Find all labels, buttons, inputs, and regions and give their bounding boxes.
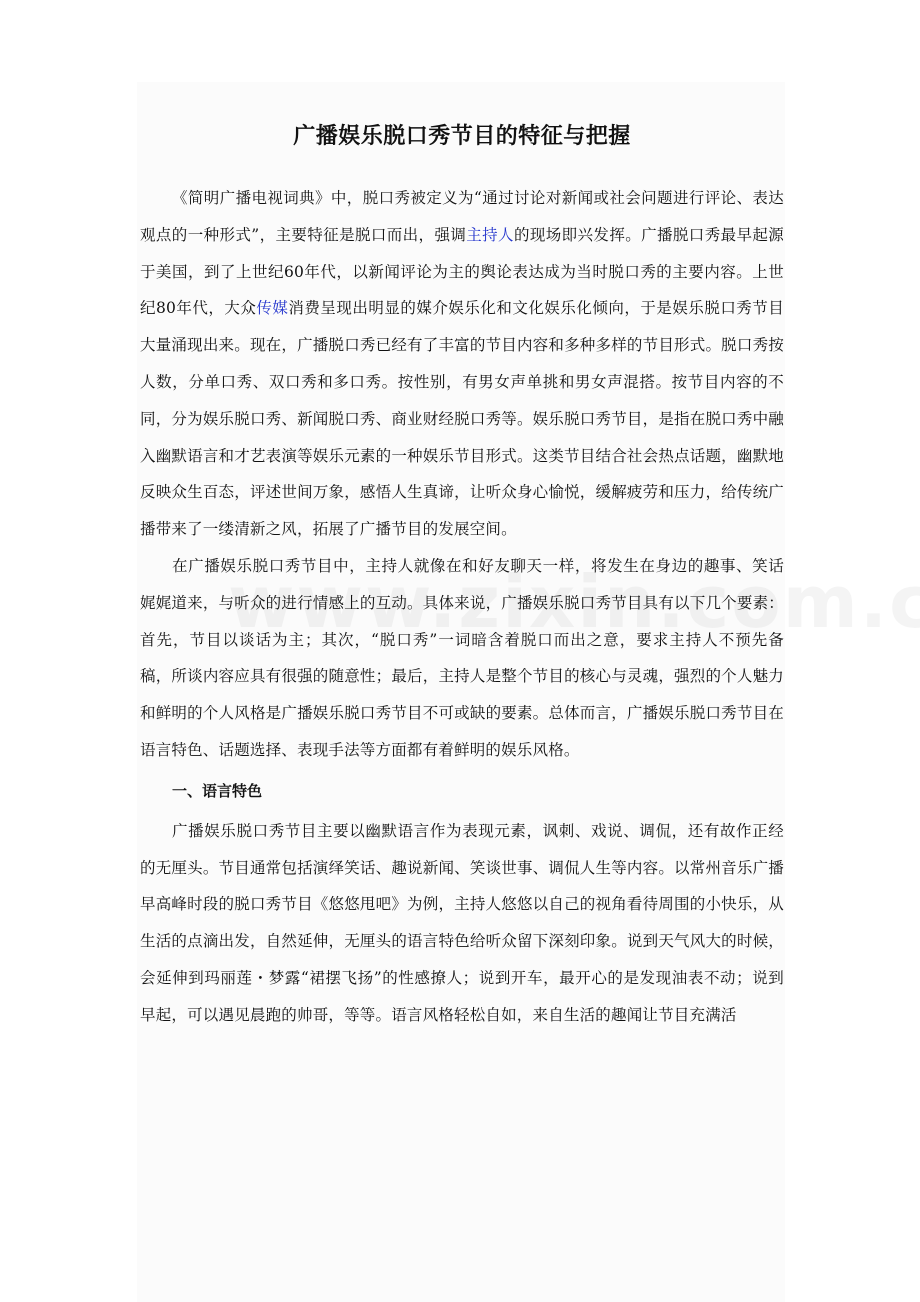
paragraph-intro	[140, 180, 784, 548]
paragraph-elements: 在广播娱乐脱口秀节目中，主持人就像在和好友聊天一样，将发生在身边的趣事、笑话娓娓道来，与听众的进行情感上的互动。具体来说，广播娱乐脱口秀节目具有以下几个要素：首先，节目以谈话为主；其次，“脱口秀”一词暗含着脱口而出之意，要求主持人不预先备稿，所谈内容应具有很强的随意性；最后，主持人是整个节目的核心与灵魂，强烈的个人魅力和鲜明的个人风格是广播娱乐脱口秀节目不可或缺的要素。总体而言，广播娱乐脱口秀节目在语言特色、话题选择、表现手法等方面都有着鲜明的娱乐风格。	[140, 556, 784, 759]
document-title: 广播娱乐脱口秀节目的特征与把握	[293, 124, 631, 149]
paragraph-language: 广播娱乐脱口秀节目主要以幽默语言作为表现元素，讽刺、戏说、调侃，还有故作正经的无厘头。节目通常包括演绎笑话、趣说新闻、笑谈世事、调侃人生等内容。以常州音乐广播早高峰时段的脱口秀节目《悠悠甩吧》为例，主持人悠悠以自己的视角看待周围的小快乐，从生活的点滴出发，自然延伸，无厘头的语言特色给听众留下深刻印象。说到天气风大的时候，会延伸到玛丽莲・梦露“裙摆飞扬”的性感撩人；说到开车，最开心的是发现油表不动；说到早起，可以遇见晨跑的帅哥，等等。语言风格轻松自如，来自生活的趣闻让节目充满活	[140, 821, 784, 1024]
paragraph-intro-text-2: 的现场即兴发挥。广播脱口秀最早起源于美国，到了上世纪60年代，以新闻评论为主的舆论表达成为当时脱口秀的主要内容。上世纪80年代，大众	[140, 225, 784, 318]
paragraph-intro-text-3: 消费呈现出明显的媒介娱乐化和文化娱乐化倾向，于是娱乐脱口秀节目大量涌现出来。现在，广播脱口秀已经有了丰富的节目内容和多种多样的节目形式。脱口秀按人数，分单口秀、双口秀和多口秀。按性别，有男女声单挑和男女声混搭。按节目内容的不同，分为娱乐脱口秀、新闻脱口秀、商业财经脱口秀等。娱乐脱口秀节目，是指在脱口秀中融入幽默语言和才艺表演等娱乐元素的一种娱乐节目形式。这类节目结合社会热点话题，幽默地反映众生百态，评述世间万象，感悟人生真谛，让听众身心愉悦，缓解疲劳和压力，给传统广播带来了一缕清新之风，拓展了广播节目的发展空间。	[140, 299, 785, 539]
media-link[interactable]: 传媒	[256, 299, 289, 318]
document-content	[140, 110, 784, 1034]
paragraph-intro-text-1: 《简明广播电视词典》中，脱口秀被定义为“通过讨论对新闻或社会问题进行评论、表达观点的一种形式”，主要特征是脱口而出，强调	[140, 189, 784, 244]
host-link[interactable]: 主持人	[466, 225, 514, 244]
section-heading-language: 一、语言特色	[172, 781, 263, 800]
